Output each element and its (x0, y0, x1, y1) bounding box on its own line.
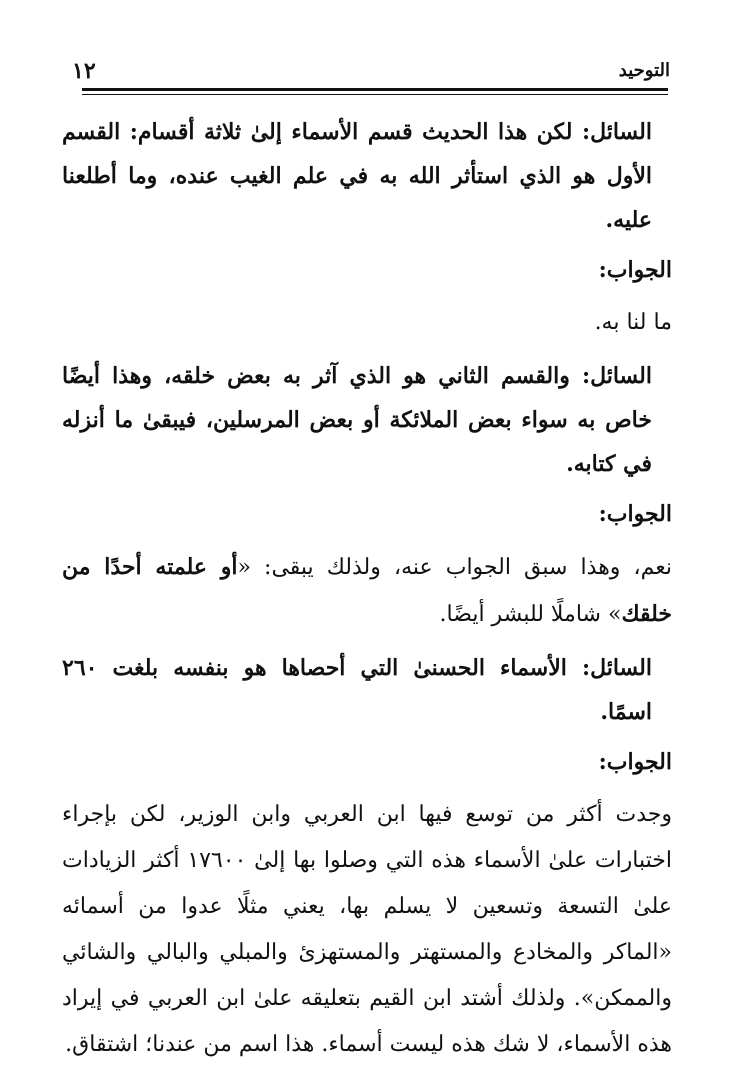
page-content (62, 110, 672, 1076)
running-title: التوحيد (618, 60, 670, 81)
question-paragraph: السائل: والقسم الثاني هو الذي آثر به بعض خلقه، وهذا أيضًا خاص به سواء بعض الملائكة أو بعض المرسلين، فيبقىٰ ما أنزله في كتابه. (62, 363, 652, 477)
answer-text-part: نعم، وهذا سبق الجواب عنه، ولذلك يبقى: « (237, 555, 672, 580)
answer-heading: الجواب: (598, 257, 672, 283)
header-rule-thick (82, 88, 668, 91)
question-paragraph: السائل: لكن هذا الحديث قسم الأسماء إلىٰ ثلاثة أقسام: القسم الأول هو الذي استأثر الله به في علم الغيب عنده، وما أطلعنا عليه. (62, 119, 652, 233)
answer-heading: الجواب: (598, 749, 672, 775)
answer-paragraph: ما لنا به. (594, 310, 672, 335)
question-paragraph: السائل: الأسماء الحسنىٰ التي أحصاها هو بنفسه بلغت ٢٦٠ اسمًا. (62, 655, 652, 725)
page-number: ١٢ (72, 58, 96, 84)
answer-paragraph: وجدت أكثر من توسع فيها ابن العربي وابن الوزير، لكن بإجراء اختبارات علىٰ الأسماء هذه التي وصلوا بها إلىٰ ١٧٦٠٠ أكثر الزيادات علىٰ التسعة وتسعين لا يسلم بها، يعني مثلًا عدوا من أسمائه «الماكر والمخادع والمستهتر والمستهزئ والمبلي والبالي والشائي والممكن». ولذلك أشتد ابن القيم بتعليقه علىٰ ابن العربي في إيراد هذه الأسماء، لا شك هذه ليست أسماء. هذا اسم من عندنا؛ اشتقاق. (62, 802, 672, 1057)
header-rule-thin (82, 94, 668, 95)
page-header (70, 58, 670, 88)
answer-text-part: » شاملًا للبشر أيضًا. (439, 602, 622, 627)
quoted-hadith-text: أو علمته أحدًا من خلقك (62, 554, 672, 627)
answer-paragraph (62, 544, 672, 638)
answer-heading: الجواب: (598, 501, 672, 527)
